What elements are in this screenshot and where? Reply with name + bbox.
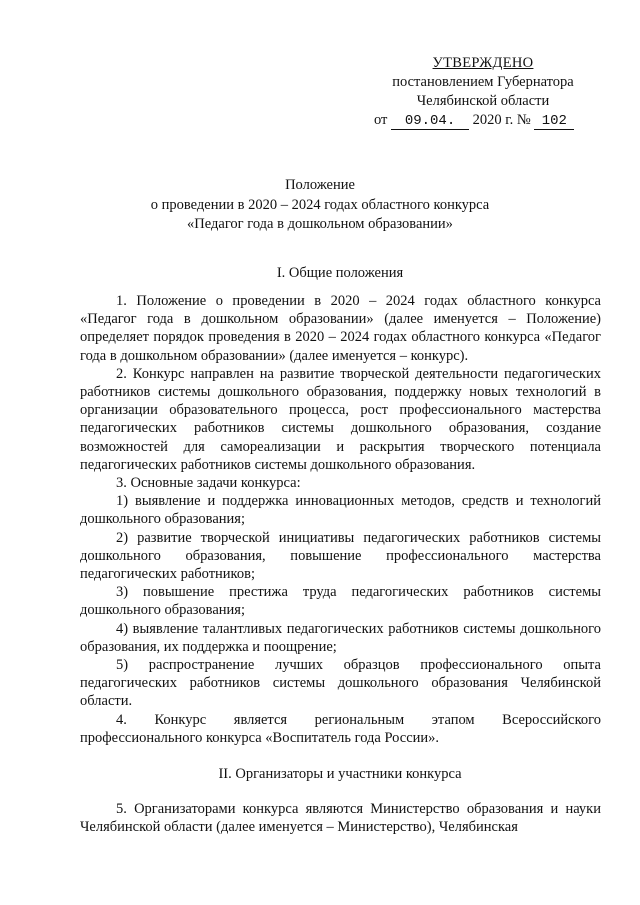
approval-block xyxy=(368,54,598,130)
paragraph: 4) выявление талантливых педагогических работников системы дошкольного образования, их поддержка и поощрение; xyxy=(80,620,601,655)
approval-date-line xyxy=(374,111,598,130)
section-2-heading: II. Организаторы и участники конкурса xyxy=(218,766,462,782)
title-line-1: Положение xyxy=(285,177,355,193)
approval-number: 102 xyxy=(534,114,574,130)
approval-stamp: УТВЕРЖДЕНО xyxy=(432,55,534,71)
title-line-2: о проведении в 2020 – 2024 годах областного конкурса xyxy=(150,196,490,213)
paragraph: 3. Основные задачи конкурса: xyxy=(116,475,301,492)
section-1-heading: I. Общие положения xyxy=(276,265,404,281)
section-2-body xyxy=(80,800,601,836)
paragraph: 2) развитие творческой инициативы педагогических работников системы дошкольного образования, повышение профессионального мастерства педагогических работников; xyxy=(80,529,601,583)
approval-line-1: постановлением Губернатора xyxy=(392,74,574,90)
approval-date: 09.04. xyxy=(391,114,469,130)
paragraph: 1. Положение о проведении в 2020 – 2024 годах областного конкурса «Педагог года в дошкольном образовании» (далее именуется – Положение) определяет порядок проведения в 2020 – 2024 годах областного конкурса «Педагог года в дошкольном образовании» (далее именуется – конкурс). xyxy=(80,293,601,364)
section-1-body xyxy=(80,292,601,747)
approval-year: 2020 г. № xyxy=(472,112,531,128)
paragraph: 5) распространение лучших образцов профессионального опыта педагогических работников системы дошкольного образования Челябинской области. xyxy=(80,657,601,710)
paragraph: 3) повышение престижа труда педагогических работников системы дошкольного образования; xyxy=(80,584,601,619)
approval-from: от xyxy=(374,112,388,128)
paragraph: 2. Конкурс направлен на развитие творческой деятельности педагогических работников системы дошкольного образования, поддержку новых технологий в организации образовательного процесса, рост профессионального мастерства педагогических работников системы дошкольного образования, создание возможностей для самореализации и раскрытия творческого потенциала педагогических работников системы дошкольного образования. xyxy=(80,365,601,473)
paragraph: 4. Конкурс является региональным этапом Всероссийского профессионального конкурса «Воспитатель года России». xyxy=(80,711,601,746)
paragraph: 5. Организаторами конкурса являются Министерство образования и науки Челябинской области (далее именуется – Министерство), Челябинская xyxy=(80,801,601,836)
title-line-3: «Педагог года в дошкольном образовании» xyxy=(187,216,453,232)
document-title xyxy=(120,176,520,235)
approval-line-2: Челябинской области xyxy=(416,93,550,109)
paragraph: 1) выявление и поддержка инновационных методов, средств и технологий дошкольного образования; xyxy=(80,493,601,528)
